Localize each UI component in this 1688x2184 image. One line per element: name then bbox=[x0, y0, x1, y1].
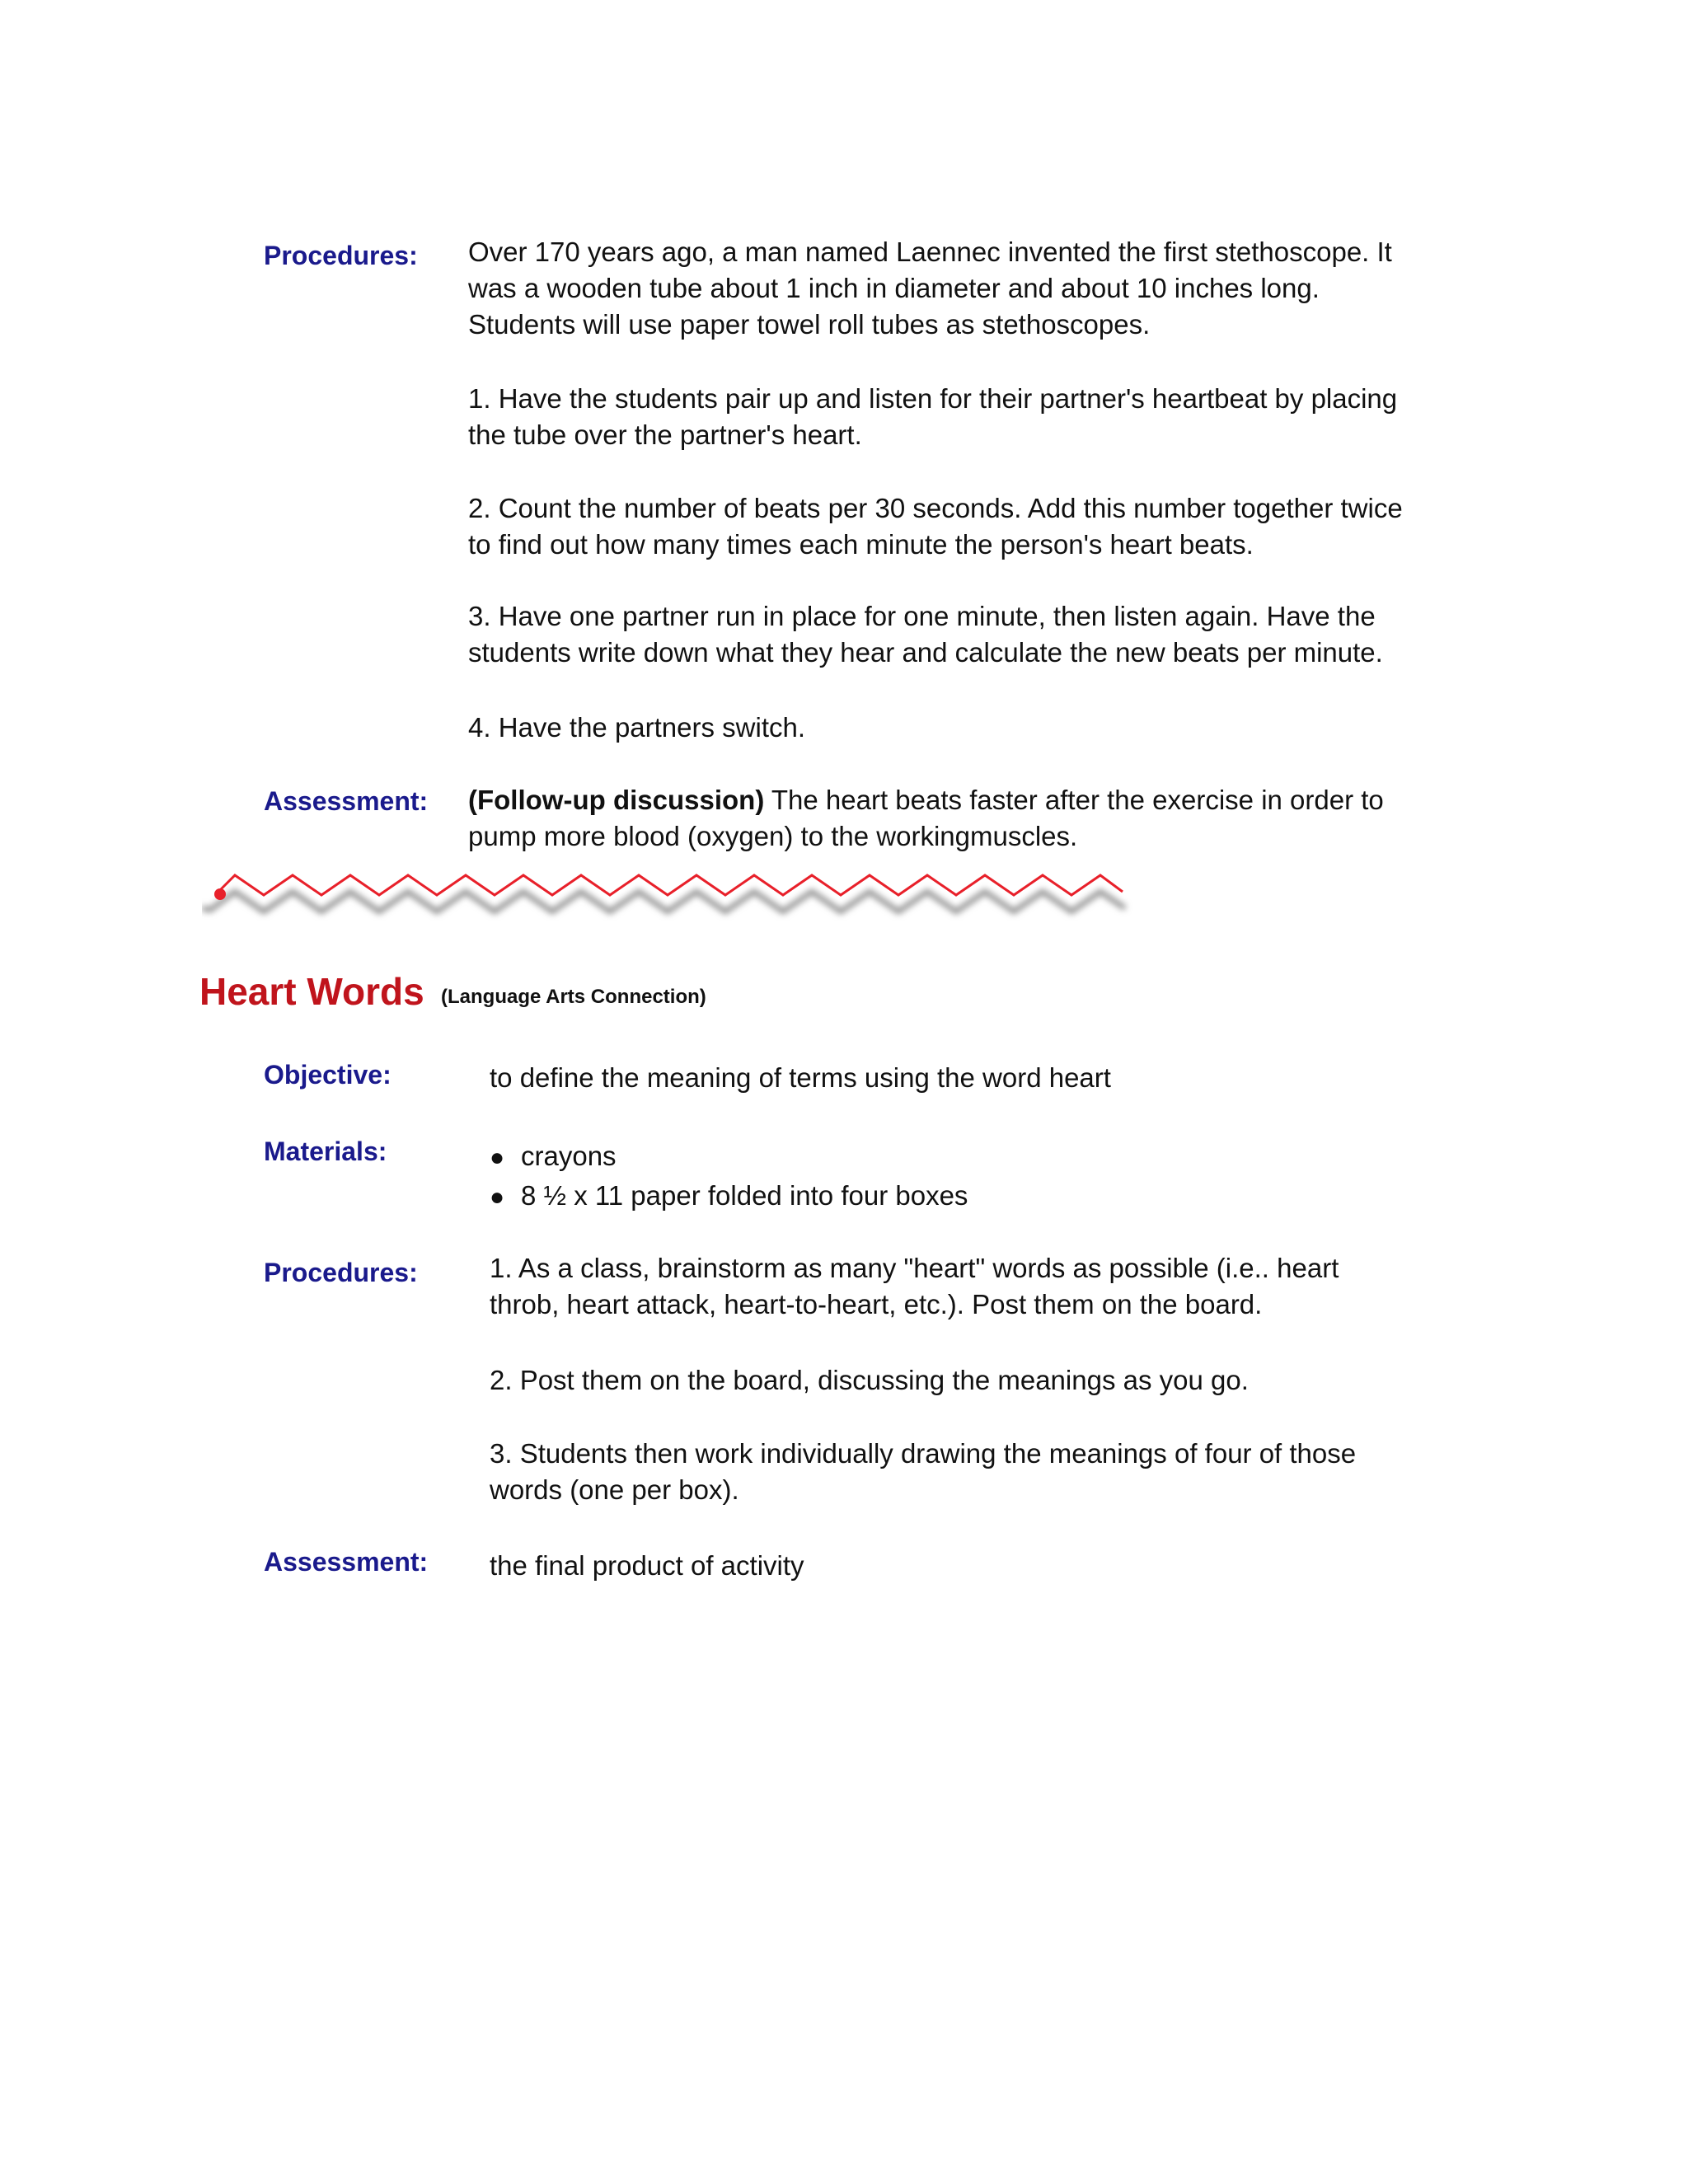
procedure-step-1 bbox=[468, 381, 1474, 453]
text-line: students write down what they hear and calculate the new beats per minute. bbox=[468, 637, 1383, 668]
wave-start-dot bbox=[214, 888, 226, 900]
procedures-label: Procedures: bbox=[264, 1258, 418, 1287]
assessment-bold: (Follow-up discussion) bbox=[468, 785, 765, 815]
text-line: 1. Have the students pair up and listen for their partner's heartbeat by placing bbox=[468, 383, 1398, 414]
assessment-label: Assessment: bbox=[264, 1547, 429, 1577]
bullet-icon: ● bbox=[490, 1144, 505, 1171]
wavy-divider bbox=[202, 857, 1133, 923]
assessment-label: Assessment: bbox=[264, 786, 429, 816]
section-subtitle: (Language Arts Connection) bbox=[441, 986, 706, 1008]
text-line bbox=[468, 782, 1474, 818]
procedure-step-4: 4. Have the partners switch. bbox=[468, 712, 806, 743]
objective-text: to define the meaning of terms using the word heart bbox=[490, 1062, 1111, 1093]
procedures-intro bbox=[468, 234, 1457, 343]
procedure-step-3 bbox=[468, 598, 1474, 671]
text-line: to find out how many times each minute the person's heart beats. bbox=[468, 529, 1254, 560]
text-line: Over 170 years ago, a man named Laennec invented the first stethoscope. It bbox=[468, 237, 1392, 267]
text-line: the tube over the partner's heart. bbox=[468, 419, 862, 450]
procedures-label: Procedures: bbox=[264, 241, 418, 270]
text-line: 2. Count the number of beats per 30 seconds. Add this number together twice bbox=[468, 493, 1403, 523]
materials-label: Materials: bbox=[264, 1137, 387, 1166]
procedure-step-2 bbox=[468, 490, 1474, 563]
assessment-rest: The heart beats faster after the exercise in order to bbox=[764, 785, 1384, 815]
text-line: words (one per box). bbox=[490, 1474, 739, 1505]
text-line: was a wooden tube about 1 inch in diameter and about 10 inches long. bbox=[468, 273, 1320, 303]
material-text: 8 ½ x 11 paper folded into four boxes bbox=[521, 1180, 968, 1211]
text-line: 3. Students then work individually drawing the meanings of four of those bbox=[490, 1438, 1357, 1469]
procedure-step-3 bbox=[490, 1436, 1479, 1508]
text-line: Students will use paper towel roll tubes as stethoscopes. bbox=[468, 309, 1151, 340]
procedure-step-2: 2. Post them on the board, discussing the meanings as you go. bbox=[490, 1365, 1249, 1395]
procedure-step-1 bbox=[490, 1250, 1479, 1323]
text-line: 3. Have one partner run in place for one minute, then listen again. Have the bbox=[468, 601, 1376, 631]
assessment-text: the final product of activity bbox=[490, 1550, 804, 1581]
assessment-text bbox=[468, 782, 1474, 855]
wave-shadow bbox=[202, 892, 1125, 912]
section-title: Heart Words bbox=[199, 970, 424, 1013]
list-item bbox=[490, 1178, 968, 1216]
text-line: throb, heart attack, heart-to-heart, etc.). Post them on the board. bbox=[490, 1289, 1263, 1319]
text-line: pump more blood (oxygen) to the workingmuscles. bbox=[468, 821, 1078, 851]
text-line: 1. As a class, brainstorm as many "heart" words as possible (i.e.. heart bbox=[490, 1253, 1339, 1283]
material-text: crayons bbox=[521, 1141, 617, 1171]
list-item bbox=[490, 1138, 617, 1176]
bullet-icon: ● bbox=[490, 1183, 505, 1211]
objective-label: Objective: bbox=[264, 1060, 392, 1090]
